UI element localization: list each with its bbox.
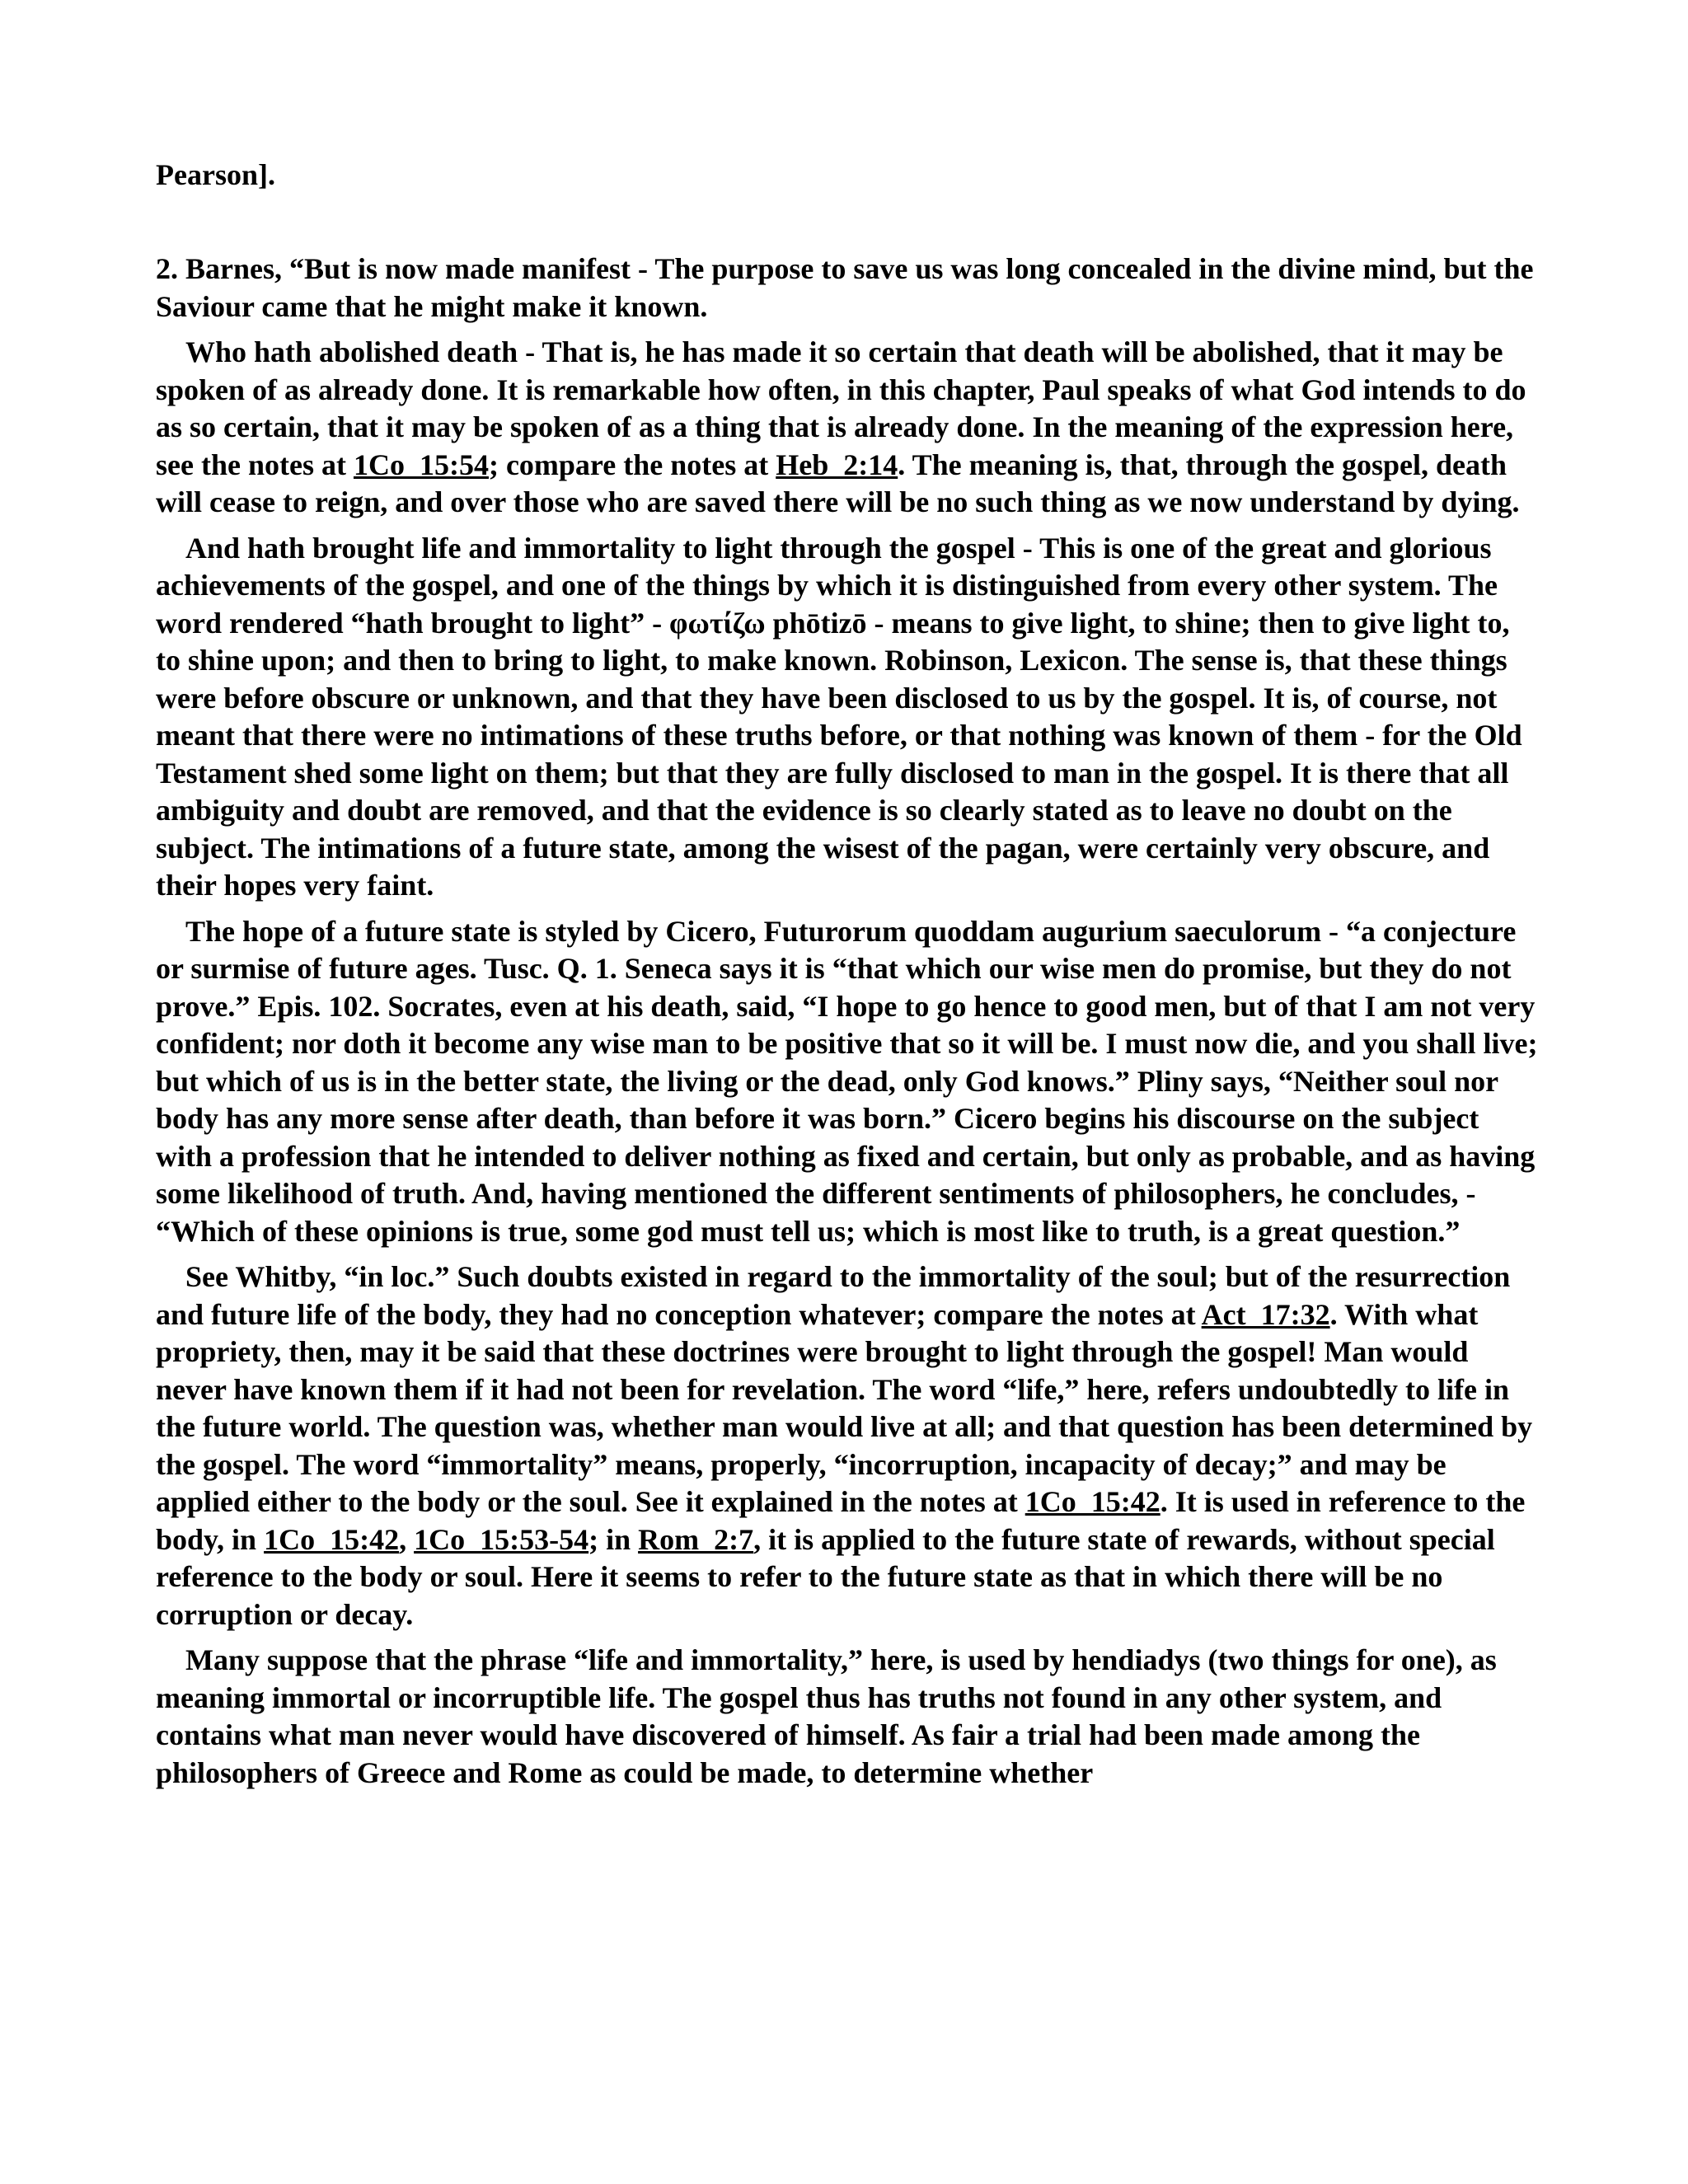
- text-run: . It is used in reference to the body, in: [156, 1485, 1526, 1556]
- text-run: . The meaning is, that, through the gospel, death will cease to reign, and over those who are saved there will be no such thing as we now understand by dying.: [156, 448, 1520, 518]
- text-run: The hope of a future state is styled by Cicero, Futurorum quoddam augurium saeculorum - “a conjecture or surmise of future ages. Tusc. Q. 1. Seneca says it is “that which our wise men do promise, but they do not prove.” Epis. 102. Socrates, even at his death, said, “I hope to go hence to good men, but of that I am not very confident; nor doth it become any wise man to be positive that so it will be. I must now die, and you shall live; but which of us is in the better state, the living or the dead, only God knows.” Pliny says, “Neither soul nor body has any more sense after death, than before it was born.” Cicero begins his discourse on the subject with a profession that he intended to deliver nothing as fixed and certain, but only as probable, and as having some likelihood of truth. And, having mentioned the different sentiments of philosophers, he concludes, - “Which of these opinions is true, some god must tell us; which is most like to truth, is a great question.”: [156, 914, 1538, 1248]
- scripture-link[interactable]: 1Co_15:53-54: [414, 1522, 589, 1556]
- paragraph-life-immortality: [156, 530, 1540, 905]
- text-run: Who hath abolished death - That is, he has made it so certain that death will be abolished, that it may be spoken of as already done. It is remarkable how often, in this chapter, Paul speaks of what God intends to do as so certain, that it may be spoken of as a thing that is already done. In the meaning of the expression here, see the notes at: [156, 335, 1526, 481]
- paragraph-abolished-death: [156, 334, 1540, 522]
- text-run: ,: [399, 1522, 415, 1556]
- scripture-link[interactable]: 1Co_15:54: [353, 448, 489, 481]
- paragraph-whitby: [156, 1258, 1540, 1633]
- commentary-body: [156, 251, 1540, 1792]
- scripture-link[interactable]: Rom_2:7: [638, 1522, 754, 1556]
- lead-line: Pearson].: [156, 158, 275, 191]
- scripture-link[interactable]: 1Co_15:42: [1025, 1485, 1160, 1518]
- text-run: Many suppose that the phrase “life and immortality,” here, is used by hendiadys (two things for one), as meaning immortal or incorruptible life. The gospel thus has truths not found in any other system, and contains what man never would have discovered of himself. As fair a trial had been made among the philosophers of Greece and Rome as could be made, to determine whether: [156, 1643, 1497, 1789]
- scripture-link[interactable]: Heb_2:14: [776, 448, 898, 481]
- text-run: See Whitby, “in loc.” Such doubts existed in regard to the immortality of the soul; but of the resurrection and future life of the body, they had no conception whatever; compare the notes at: [156, 1260, 1511, 1331]
- paragraph-hendiadys: [156, 1642, 1540, 1792]
- paragraph-future-state: [156, 913, 1540, 1251]
- text-run: And hath brought life and immortality to light through the gospel - This is one of the great and glorious achievements of the gospel, and one of the things by which it is distinguished from every other system. The word rendered “hath brought to light” - φωτίζω phōtizō - means to give light, to shine; then to give light to, to shine upon; and then to bring to light, to make known. Robinson, Lexicon. The sense is, that these things were before obscure or unknown, and that they have been disclosed to us by the gospel. It is, of course, not meant that there were no intimations of these truths before, or that nothing was known of them - for the Old Testament shed some light on them; but that they are fully disclosed to man in the gospel. It is there that all ambiguity and doubt are removed, and that the evidence is so clearly stated as to leave no doubt on the subject. The intimations of a future state, among the wisest of the pagan, were certainly very obscure, and their hopes very faint.: [156, 531, 1522, 902]
- paragraph-intro: [156, 251, 1540, 326]
- text-run: ; compare the notes at: [488, 448, 776, 481]
- scripture-link[interactable]: Act_17:32: [1201, 1297, 1330, 1331]
- scripture-link[interactable]: 1Co_15:42: [264, 1522, 400, 1556]
- text-run: . With what propriety, then, may it be said that these doctrines were brought to light through the gospel! Man would never have known them if it had not been for revelation. The word “life,” here, refers undoubtedly to life in the future world. The question was, whether man would live at all; and that question has been determined by the gospel. The word “immortality” means, properly, “incorruption, incapacity of decay;” and may be applied either to the body or the soul. See it explained in the notes at: [156, 1297, 1533, 1518]
- text-run: 2. Barnes, “But is now made manifest - The purpose to save us was long concealed in the divine mind, but the Saviour came that he might make it known.: [156, 252, 1534, 323]
- text-run: , it is applied to the future state of rewards, without special reference to the body or soul. Here it seems to refer to the future state as that in which there will be no corruption or decay.: [156, 1522, 1495, 1631]
- text-run: ; in: [588, 1522, 639, 1556]
